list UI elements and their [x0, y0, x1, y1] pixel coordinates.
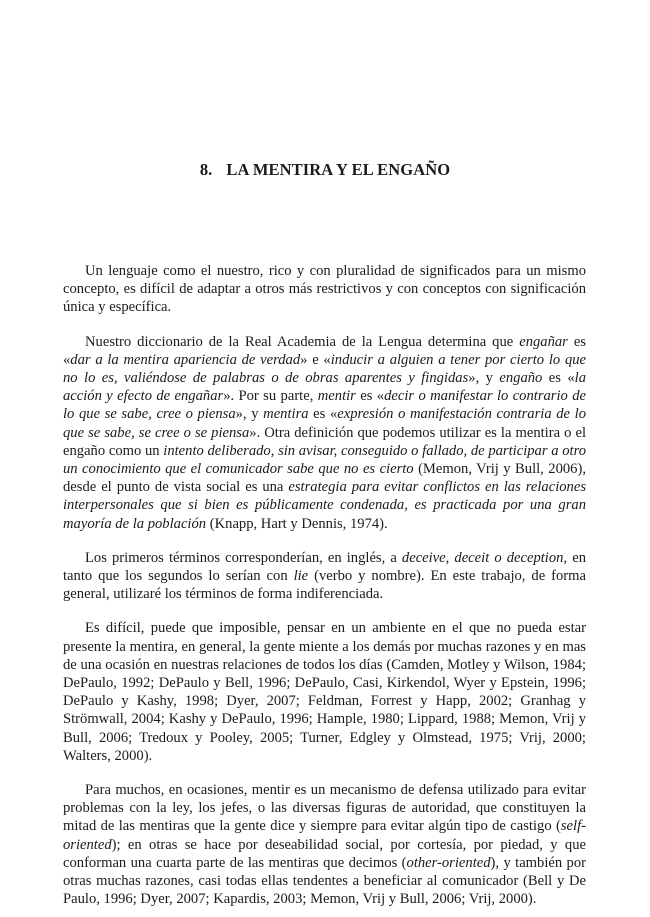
- paragraph-3: Los primeros términos corresponderían, en inglés, a deceive, deceit o deception, en tanto que los segundos lo serían con lie (verbo y nombre). En este trabajo, de forma general, utilizaré los términos de forma indiferenciada.: [63, 549, 586, 603]
- body-text: [63, 262, 586, 909]
- paragraph-5: Para muchos, en ocasiones, mentir es un mecanismo de defensa utilizado para evitar problemas con la ley, los jefes, o las diversas figuras de autoridad, que constituyen la mitad de las mentiras que la gente dice y siempre para evitar algún tipo de castigo (self-oriented); en otras se hace por deseabilidad social, por cortesía, por piedad, y que conforman una cuarta parte de las mentiras que decimos (other-oriented), y también por otras muchas razones, casi todas ellas tendentes a beneficiar al comunicador (Bell y De Paulo, 1996; Dyer, 2007; Kapardis, 2003; Memon, Vrij y Bull, 2006; Vrij, 2000).: [63, 782, 587, 908]
- paragraph-2: Nuestro diccionario de la Real Academia de la Lengua determina que engañar es «dar a la mentira apariencia de verdad» e «inducir a alguien a tener por cierto lo que no lo es, valiéndose de palabras o de obras aparentes y fingidas», y engaño es «la acción y efecto de engañar». Por su parte, mentir es «decir o manifestar lo contrario de lo que se sabe, cree o piensa», y mentira es «expresión o manifestación contraria de lo que se sabe, se cree o se piensa». Otra definición que podemos utilizar es la mentira o el engaño como un intento deliberado, sin avisar, conseguido o fallado, de participar a otro un conocimiento que el comunicador sabe que no es cierto (Memon, Vrij y Bull, 2006), desde el punto de vista social es una estrategia para evitar conflictos en las relaciones interpersonales que si bien es públicamente condenada, es practicada por una gran mayoría de la población (Knapp, Hart y Dennis, 1974).: [63, 333, 587, 532]
- paragraph-4: Es difícil, puede que imposible, pensar en un ambiente en el que no pueda estar presente la mentira, en general, la gente miente a los demás por muchas razones y en mas de una ocasión en nuestras relaciones de todos los días (Camden, Motley y Wilson, 1984; DePaulo, 1992; DePaulo y Bell, 1996; DePaulo, Casi, Kirkendol, Wyer y Epstein, 1996; DePaulo y Kashy, 1998; Dyer, 2007; Feldman, Forrest y Happ, 2002; Granhag y Strömwall, 2004; Kashy y DePaulo, 1996; Hample, 1980; Lippard, 1988; Memon, Vrij y Bull, 2006; Tredoux y Pooley, 2005; Turner, Edgley y Olmstead, 1975; Vrij, 2000; Walters, 2000).: [63, 620, 586, 764]
- chapter-title-text: LA MENTIRA Y EL ENGAÑO: [226, 160, 451, 179]
- chapter-number: 8.: [199, 160, 213, 179]
- chapter-title: [0, 160, 650, 180]
- paragraph-1: Un lenguaje como el nuestro, rico y con pluralidad de significados para un mismo concepto, es difícil de adaptar a otros más restrictivos y con conceptos con significación única y específica.: [63, 263, 586, 316]
